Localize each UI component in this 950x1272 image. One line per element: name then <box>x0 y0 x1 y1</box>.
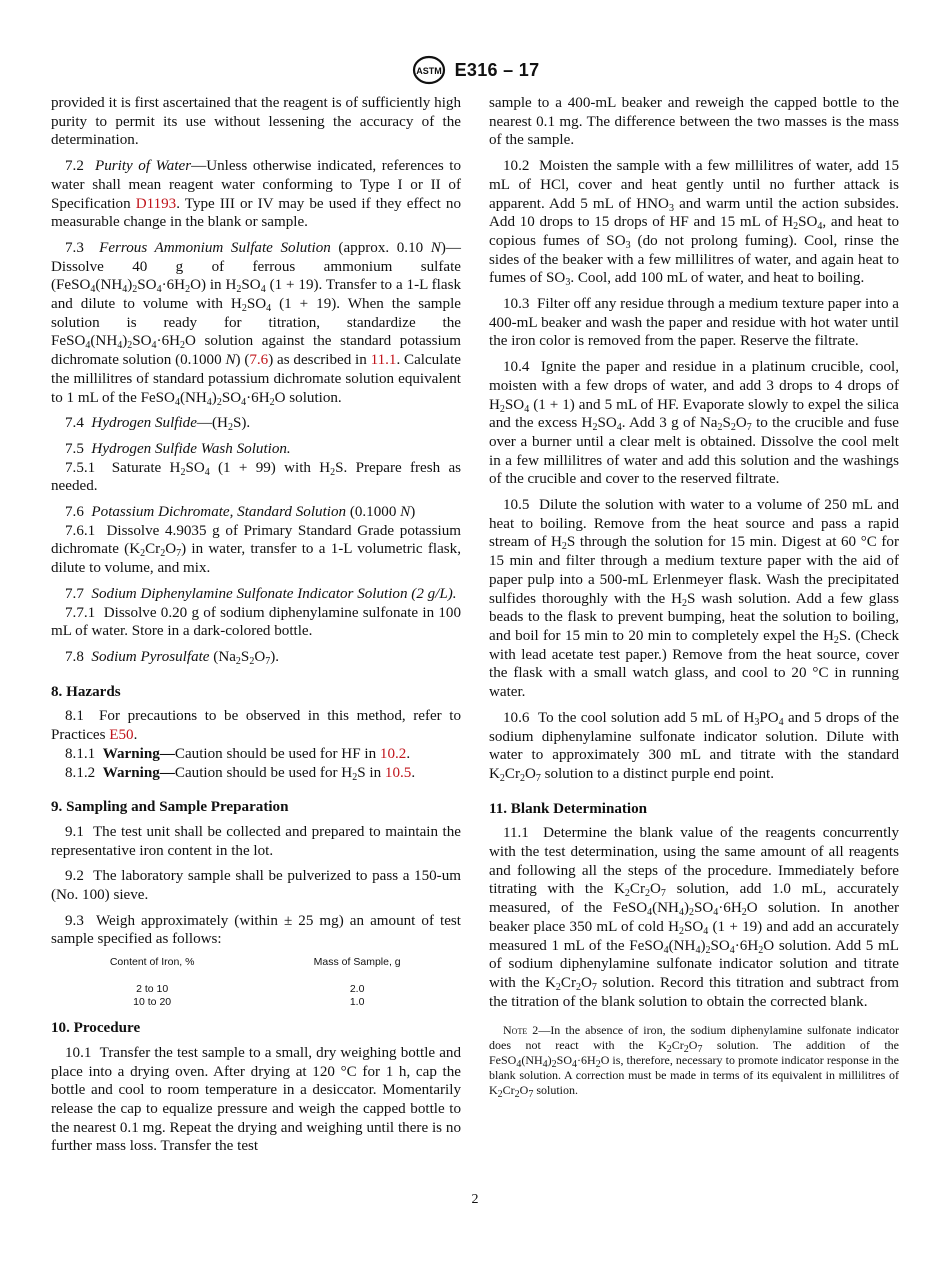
section-7-6-1: 7.6.1 Dissolve 4.9035 g of Primary Standard Grade potassium dichromate $(K_2Cr_2O_7)$ in water, transfer to a 1-L volumetric flask, dilute to volume, and mix. <box>51 522 461 577</box>
heading-sampling: 9. Sampling and Sample Preparation <box>51 799 289 816</box>
section-8-1-2: 8.1.2 Warning—Caution should be used for $H_2S$ in 10.5. <box>65 764 416 783</box>
right-column <box>489 94 899 1105</box>
section-10-6: 10.6 To the cool solution add 5 mL of $H_3PO_4$ and 5 drops of the sodium diphenylamine sulfonate indicator solution. Dilute with water to approximately 300 mL and titrate with the standard $K_2Cr_2O_7$ solution to a distinct purple end point. <box>489 709 900 784</box>
section-9-1: 9.1 The test unit shall be collected and prepared to maintain the representative iron content in the lot. <box>51 823 462 859</box>
link-d1193[interactable]: D1193 <box>135 195 177 212</box>
document-designation: E316 – 17 <box>454 59 540 80</box>
note-2: Note 2—In the absence of iron, the sodium diphenylamine sulfonate indicator does not react with the $K_2Cr_2O_7$ solution. The addition of the $FeSO_4(NH_4)_2SO_4\cdot 6H_2O$ is, therefore, necessary to promote indicator response in the blank solution. A correction must be made in terms of its equivalent in millilitres of $K_2Cr_2O_7$ solution. <box>489 1023 900 1101</box>
paragraph-continued: sample to a 400-mL beaker and reweigh the capped bottle to the nearest 0.1 mg. The difference between the two masses is the mass of the sample. <box>489 95 899 149</box>
section-7-7: 7.7 Sodium Diphenylamine Sulfonate Indicator Solution (2 g/L). <box>65 585 457 602</box>
astm-logo-icon <box>411 55 447 85</box>
section-10-4: 10.4 Ignite the paper and residue in a platinum crucible, cool, moisten with a few drops of water, and add 3 drops to 4 drops of $H_2SO_4$ (1 + 1) and 5 mL of HF. Evaporate slowly to expel the silica and the excess $H_2SO_4$. Add 3 g of $Na_2S_2O_7$ to the crucible and fuse over a burner until a clear melt is obtained. Dissolve the cool melt in a few millilitres of water and add this solution and the washings of the crucible and cover to the reserved filtrate. <box>489 359 900 488</box>
table-header-iron: Content of Iron, % <box>109 956 195 969</box>
section-7-3: 7.3 Ferrous Ammonium Sulfate Solution (approx. 0.10 N)—Dissolve 40 g of ferrous ammonium sulfate $(FeSO_4(NH_4)_2SO_4\cdot 6H_2O)$ in $H_2SO_4$ (1 + 19). Transfer to a 1-L flask and dilute to volume with $H_2SO_4$ (1 + 19). When the sample solution is ready for titration, standardize the $FeSO_4(NH_4)_2SO_4\cdot 6H_2O$ solution against the standard potassium dichromate solution (0.1000 N) (7.6) as described in 11.1. Calculate the millilitres of standard potassium dichromate solution equivalent to 1 mL of the $FeSO_4(NH_4)_2SO_4\cdot 6H_2O$ solution. <box>51 239 461 408</box>
table-cell-mass: 1.0 <box>349 996 365 1009</box>
section-10-3: 10.3 Filter off any residue through a medium texture paper into a 400-mL beaker and wash the paper and residue with hot water until the iron color is removed from the paper. Reserve the filtrate. <box>489 296 899 350</box>
heading-hazards: 8. Hazards <box>51 683 121 700</box>
table-row <box>51 996 461 1009</box>
table-cell-iron: 2 to 10 <box>136 983 169 996</box>
link-e50[interactable]: E50 <box>109 727 134 744</box>
section-7-6: 7.6 Potassium Dichromate, Standard Solution (0.1000 N) <box>65 504 416 521</box>
table-cell-mass: 2.0 <box>349 983 365 996</box>
section-10-2: 10.2 Moisten the sample with a few millilitres of water, add 15 mL of HCl, cover and heat gently until no further attack is apparent. Add 5 mL of $HNO_3$ and warm until the action subsides. Add 10 drops to 15 drops of HF and 15 mL of $H_2SO_4$, and heat to copious fumes of $SO_3$ (do not prolong fuming). Cool, rinse the sides of the beaker with a few millilitres of water, and again heat to fumes of $SO_3$. Cool, add 100 mL of water, and heat to boiling. <box>489 158 900 289</box>
link-11-1[interactable]: 11.1 <box>370 352 397 369</box>
section-7-4: 7.4 Hydrogen $Sulfide—(H_2S)$. <box>65 415 251 434</box>
section-10-5: 10.5 Dilute the solution with water to a volume of 250 mL and heat to boiling. Remove from the heat source and pass a rapid stream of $H_2S$ through the solution for 15 min. Digest at 60 °C for 15 min and filter through a medium texture paper with the aid of paper pulp into a 500-mL Erlenmeyer flask. Wash the precipitated sulfides thoroughly with the $H_2S$ wash solution. Add a few glass beads to the flask to prevent bumping, heat the solution to boiling, and boil for 15 min to 20 min to completely expel the $H_2S$. (Check with lead acetate test paper.) Remove from the heat source, cover the flask with a small watch glass, and cool to 20 °C in running water. <box>489 497 900 701</box>
astm-logo-text: ASTM <box>415 66 442 76</box>
section-7-5: 7.5 Hydrogen Sulfide Wash Solution. <box>65 440 291 457</box>
link-10-5[interactable]: 10.5 <box>384 764 412 781</box>
page-number: 2 <box>471 1192 479 1207</box>
page-header <box>0 55 950 90</box>
sample-mass-table <box>51 955 461 1009</box>
heading-procedure: 10. Procedure <box>51 1020 141 1037</box>
section-7-7-1: 7.7.1 Dissolve 0.20 g of sodium diphenylamine sulfonate in 100 mL of water. Store in a dark-colored bottle. <box>51 604 462 640</box>
section-7-2: 7.2 Purity of Water—Unless otherwise indicated, references to water shall mean reagent water conforming to Type I or II of Specification D1193. Type III or IV may be used if they effect no measurable change in the blank or sample. <box>51 158 462 231</box>
link-7-6[interactable]: 7.6 <box>249 352 269 369</box>
table-row <box>51 983 461 996</box>
paragraph-continued: provided it is first ascertained that the reagent is of sufficiently high purity to permit its use without lessening the accuracy of the determination. <box>51 95 461 149</box>
heading-blank-determination: 11. Blank Determination <box>489 800 648 817</box>
section-10-1: 10.1 Transfer the test sample to a small, dry weighing bottle and place into a drying oven. After drying at 120 °C for 1 h, cap the bottle and cool to room temperature in a desiccator. Momentarily release the cap to equalize pressure and weigh the capped bottle to the nearest 0.1 mg. Repeat the drying and weighing until there is no further mass loss. Transfer the test <box>51 1044 461 1155</box>
section-9-2: 9.2 The laboratory sample shall be pulverized to pass a 150-um (No. 100) sieve. <box>51 868 462 904</box>
section-9-3: 9.3 Weigh approximately (within ± 25 mg) an amount of test sample specified as follows: <box>51 912 461 948</box>
section-7-5-1: 7.5.1 Saturate $H_2SO_4$ (1 + 99) with $H_2S$. Prepare fresh as needed. <box>51 459 462 495</box>
left-column <box>51 94 461 1163</box>
section-8-1: 8.1 For precautions to be observed in this method, refer to Practices E50. <box>51 708 462 744</box>
link-10-2[interactable]: 10.2 <box>379 745 407 762</box>
section-7-8: 7.8 Sodium Pyrosulfate $(Na_2S_2O_7)$. <box>65 648 280 667</box>
table-cell-iron: 10 to 20 <box>133 996 172 1009</box>
table-header-mass: Mass of Sample, g <box>313 956 401 969</box>
section-11-1: 11.1 Determine the blank value of the reagents concurrently with the test determination, using the same amount of all reagents and following all the steps of the procedure. Immediately before titrating with the $K_2Cr_2O_7$ solution, add 1.0 mL, accurately measured, of the $FeSO_4(NH_4)_2SO_4\cdot 6H_2O$ solution. In another beaker place 350 mL of cold $H_2SO_4$ (1 + 19) and add an accurately measured 1 mL of the $FeSO_4(NH_4)_2SO_4\cdot 6H_2O$ solution. Add 5 mL of sodium diphenylamine sulfonate indicator solution and titrate with the $K_2Cr_2O_7$ solution. Record this titration and subtract from the titration of the blank solution to obtain the corrected blank. <box>489 825 900 1010</box>
section-8-1-1: 8.1.1 Warning—Caution should be used for HF in 10.2. <box>65 745 411 762</box>
